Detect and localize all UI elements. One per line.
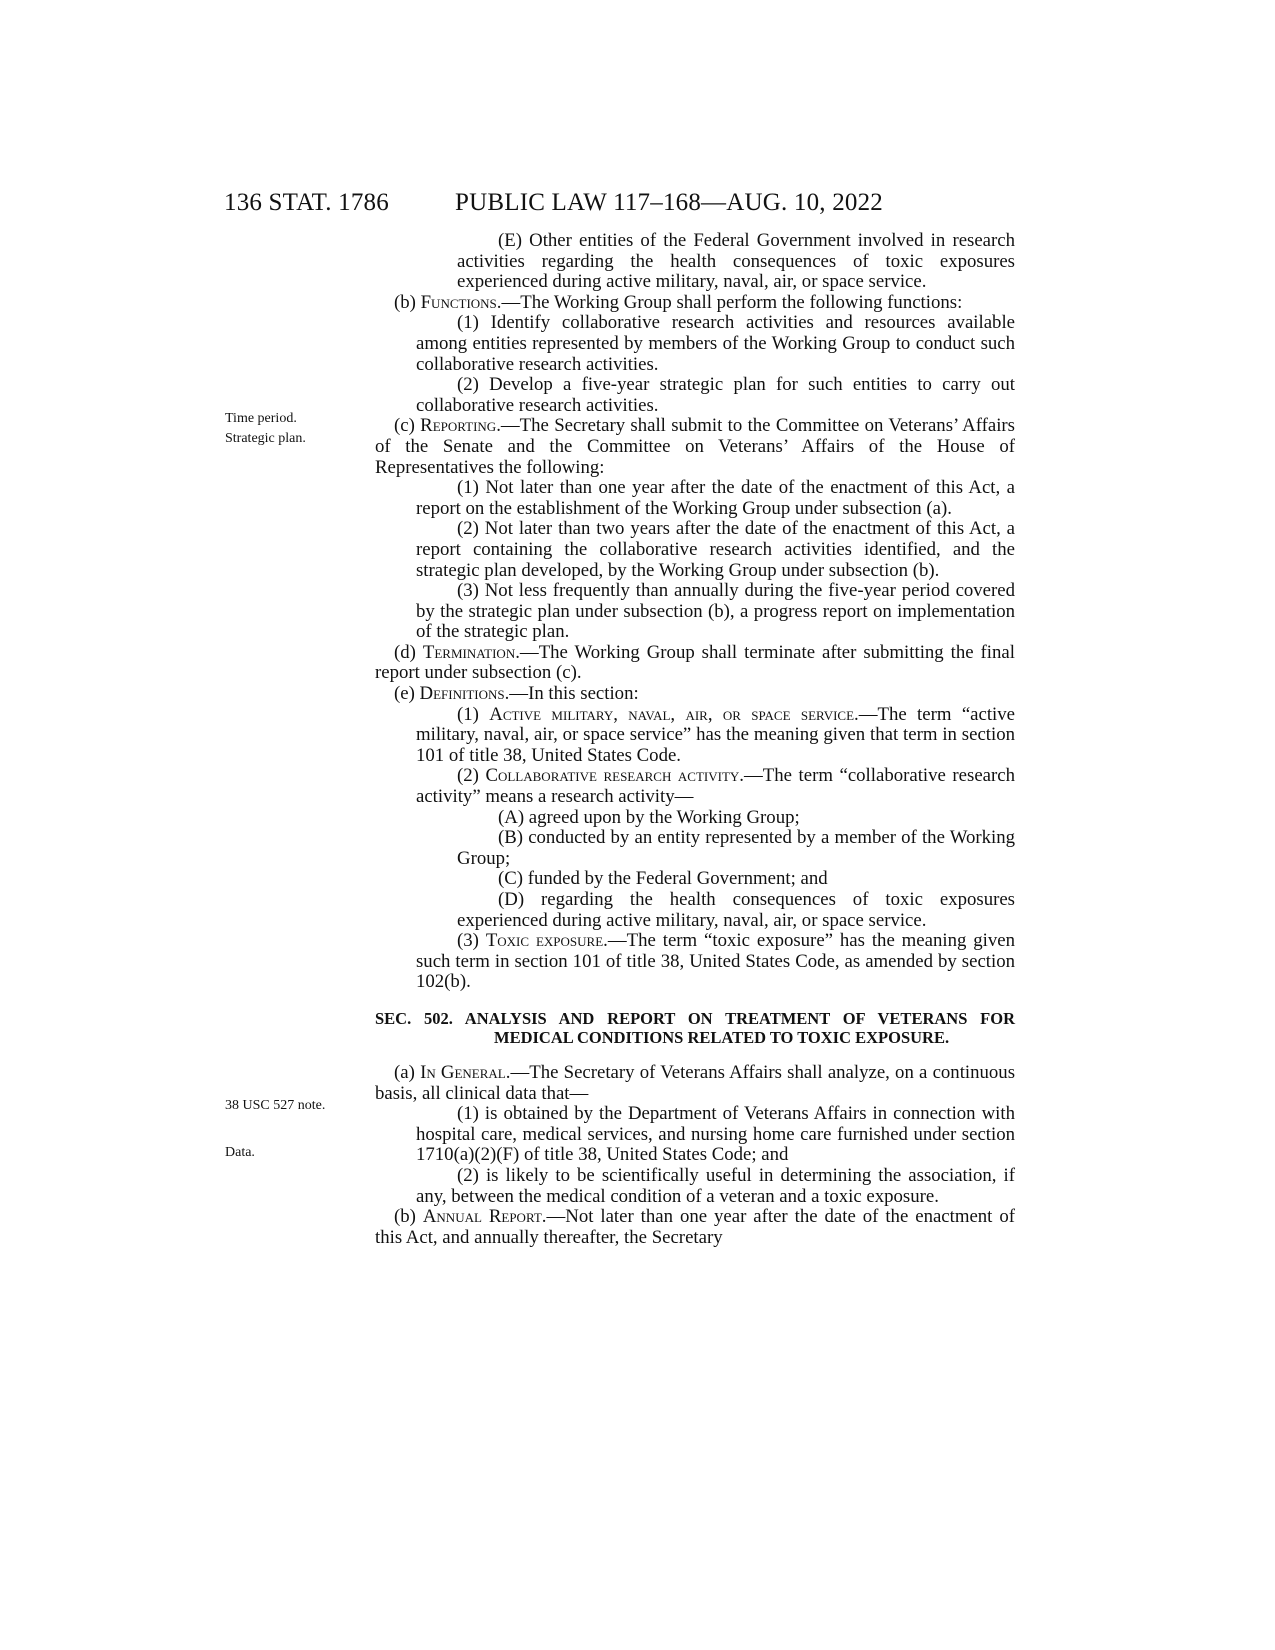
label: (a) (394, 1061, 421, 1083)
text: .—The term “collaborative research activity” means a research activity— (416, 765, 1015, 808)
margin-note-time-period (225, 409, 306, 449)
paragraph-e1 (375, 705, 1015, 767)
text: .—The term “active military, naval, air, or space service” has the meaning given that term in section 101 of title 38, United States Code. (416, 703, 1015, 766)
paragraph-b-functions (375, 293, 1015, 314)
paragraph-e-other-entities: (E) Other entities of the Federal Government involved in research activities regarding the health consequences of toxic exposures experienced during active military, naval, air, or space service. (457, 230, 1015, 293)
margin-note-line: Strategic plan. (225, 431, 306, 446)
label: (d) (394, 641, 423, 663)
page-header-stat: 136 STAT. 1786 (224, 189, 389, 216)
label: (b) (394, 1206, 423, 1228)
text: .—The Secretary of Veterans Affairs shall analyze, on a continuous basis, all clinical data that— (375, 1061, 1016, 1104)
paragraph-e2c: (C) funded by the Federal Government; and (498, 868, 828, 890)
paragraph-e3 (375, 931, 1015, 993)
margin-note-data: Data. (225, 1145, 255, 1160)
main-text-column (375, 231, 1015, 1248)
heading: Reporting (420, 415, 497, 437)
label: (e) (394, 683, 420, 705)
paragraph-e2 (375, 766, 1015, 807)
heading: Toxic exposure (485, 930, 604, 952)
text: .—The Working Group shall terminate after submitting the final report under subsection (c). (375, 641, 1015, 684)
page-header-title: PUBLIC LAW 117–168—AUG. 10, 2022 (455, 189, 884, 216)
margin-note-line: Time period. (225, 411, 297, 426)
margin-note-usc: 38 USC 527 note. (225, 1098, 326, 1113)
paragraph-c2: (2) Not later than two years after the date of the enactment of this Act, a report containing the collaborative research activities identified, and the strategic plan developed, by the Working Group under subsection (b). (416, 518, 1015, 581)
paragraph-502a (375, 1063, 1015, 1104)
heading: In General (420, 1061, 506, 1083)
text: .—In this section: (504, 683, 639, 705)
text: .—The Working Group shall perform the following functions: (496, 291, 963, 313)
text: .—Not later than one year after the date of the enactment of this Act, and annually thereafter, the Secretary (375, 1206, 1015, 1248)
paragraph-502a2: (2) is likely to be scientifically useful in determining the association, if any, between the medical condition of a veteran and a toxic exposure. (416, 1164, 1015, 1207)
paragraph-502b (375, 1207, 1015, 1248)
text: .—The Secretary shall submit to the Committee on Veterans’ Affairs of the Senate and the Committee on Veterans’ Affairs of the House of Representatives the following: (375, 415, 1015, 478)
paragraph-502a1: (1) is obtained by the Department of Veterans Affairs in connection with hospital care, medical services, and nursing home care furnished under section 1710(a)(2)(F) of title 38, United States Code; and (416, 1103, 1015, 1166)
paragraph-c-reporting (375, 416, 1015, 478)
heading: Definitions (419, 683, 505, 705)
label: (c) (394, 415, 421, 437)
heading: Active military, naval, air, or space service (489, 703, 855, 725)
section-heading-502: SEC. 502. ANALYSIS AND REPORT ON TREATMENT OF VETERANS FOR MEDICAL CONDITIONS RELATED TO TOXIC EXPOSURE. (375, 1008, 1015, 1047)
paragraph-e2d: (D) regarding the health consequences of toxic exposures experienced during active military, naval, air, or space service. (457, 889, 1015, 931)
heading: Collaborative research activity (485, 765, 740, 787)
paragraph-c1: (1) Not later than one year after the date of the enactment of this Act, a report on the establishment of the Working Group under subsection (a). (416, 477, 1015, 519)
heading: Functions (420, 291, 497, 313)
heading: Annual Report (422, 1206, 542, 1228)
label: (2) (457, 765, 486, 787)
paragraph-c3: (3) Not less frequently than annually during the five-year period covered by the strategic plan under subsection (b), a progress report on implementation of the strategic plan. (416, 580, 1015, 643)
paragraph-b2: (2) Develop a five-year strategic plan for such entities to carry out collaborative research activities. (416, 374, 1015, 416)
paragraph-d-termination (375, 643, 1015, 684)
label: (3) (457, 930, 486, 952)
paragraph-e2b: (B) conducted by an entity represented by a member of the Working Group; (457, 827, 1015, 869)
paragraph-e-definitions (375, 684, 1015, 705)
label: (1) (457, 703, 490, 725)
paragraph-b1: (1) Identify collaborative research activities and resources available among entities represented by members of the Working Group to conduct such collaborative research activities. (416, 312, 1015, 375)
label: (b) (394, 291, 421, 313)
text: .—The term “toxic exposure” has the meaning given such term in section 101 of title 38, United States Code, as amended by section 102(b). (416, 930, 1015, 993)
heading: Termination (422, 641, 516, 663)
paragraph-e2a: (A) agreed upon by the Working Group; (498, 806, 800, 828)
